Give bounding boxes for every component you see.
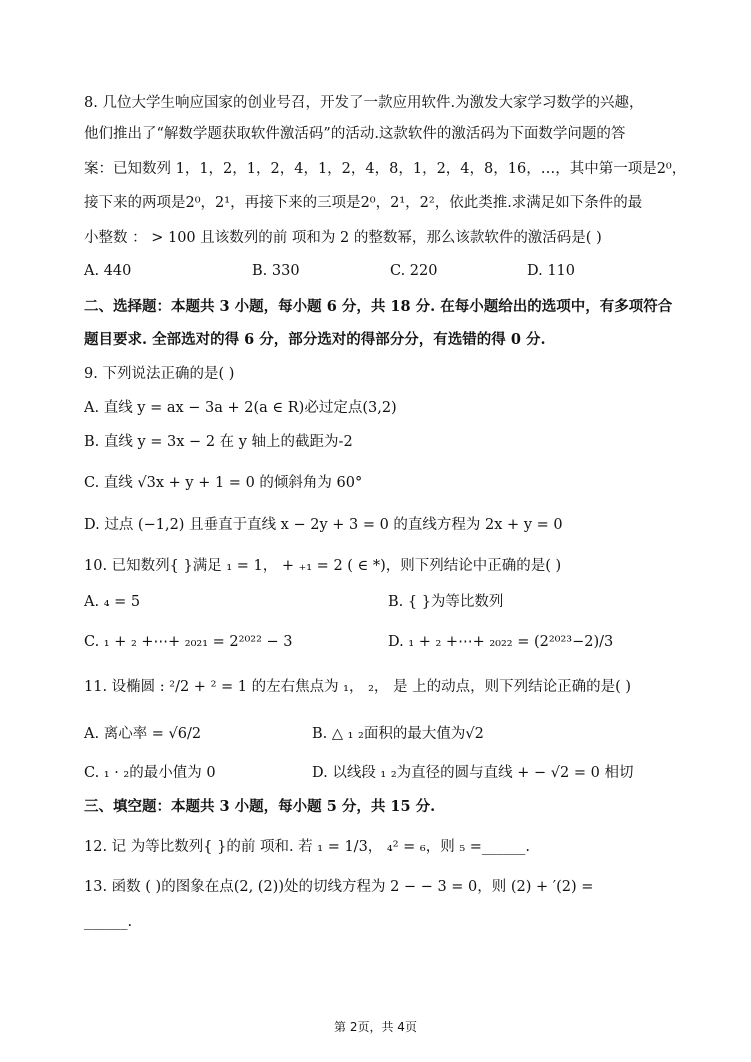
q11-option-b: B. △ ₁ ₂面积的最大值为√2 — [312, 726, 484, 742]
q10-option-d: D. ₁ + ₂ +⋯+ ₂₀₂₂ = (2²⁰²³−2)/3 — [388, 634, 614, 650]
q8-option-a: A. 440 — [84, 263, 132, 279]
page-number-footer: 第 2页，共 4页 — [334, 1020, 417, 1034]
q8-line-4: 接下来的两项是2⁰，2¹，再接下来的三项是2⁰，2¹，2²，依此类推.求满足如下条件的最 — [84, 195, 643, 211]
q10-option-b: B. { }为等比数列 — [388, 594, 504, 610]
q8-option-b: B. 330 — [252, 263, 300, 279]
q8-line-3: 案：已知数列 1，1，2，1，2，4，1，2，4，8，1，2，4，8，16，…，其中第一项是2⁰， — [84, 161, 687, 177]
q8-line-2: 他们推出了“解数学题获取软件激活码”的活动.这款软件的激活码为下面数学问题的答 — [84, 126, 626, 142]
q9-stem: 9. 下列说法正确的是( ) — [84, 366, 235, 382]
q13-line-2: ______. — [84, 914, 133, 930]
q11-option-c: C. ₁ · ₂的最小值为 0 — [84, 765, 216, 781]
q8-line-1: 8. 几位大学生响应国家的创业号召，开发了一款应用软件.为激发大家学习数学的兴趣， — [84, 95, 644, 111]
section2-heading-line-1: 二、选择题：本题共 3 小题，每小题 6 分，共 18 分. 在每小题给出的选项中，有多项符合 — [84, 298, 673, 315]
q9-option-a: A. 直线 y = ax − 3a + 2(a ∈ R)必过定点(3,2) — [84, 400, 397, 416]
q11-stem: 11. 设椭圆 : ²/2 + ² = 1 的左右焦点为 ₁， ₂， 是 上的动点，则下列结论正确的是( ) — [84, 679, 632, 695]
q8-line-5: 小整数 ： > 100 且该数列的前 项和为 2 的整数幂，那么该款软件的激活码是( ) — [84, 230, 602, 246]
q11-option-d: D. 以线段 ₁ ₂为直径的圆与直线 + − √2 = 0 相切 — [312, 765, 634, 781]
q9-option-b: B. 直线 y = 3x − 2 在 y 轴上的截距为-2 — [84, 434, 353, 450]
q10-option-c: C. ₁ + ₂ +⋯+ ₂₀₂₁ = 2²⁰²² − 3 — [84, 634, 293, 650]
q13-line-1: 13. 函数 ( )的图象在点(2, (2))处的切线方程为 2 − − 3 = 0，则 (2) + ′(2) = — [84, 879, 594, 895]
q9-option-d: D. 过点 (−1,2) 且垂直于直线 x − 2y + 3 = 0 的直线方程为 2x + y = 0 — [84, 517, 563, 533]
q8-option-c: C. 220 — [390, 263, 438, 279]
q12-stem: 12. 记 为等比数列{ }的前 项和. 若 ₁ = 1/3， ₄² = ₆，则 ₅ =______. — [84, 839, 530, 855]
q11-option-a: A. 离心率 = √6/2 — [84, 726, 202, 742]
q8-option-d: D. 110 — [527, 263, 576, 279]
q9-option-c: C. 直线 √3x + y + 1 = 0 的倾斜角为 60° — [84, 475, 363, 491]
q10-stem: 10. 已知数列{ }满足 ₁ = 1， + ₊₁ = 2 ( ∈ *)，则下列结论中正确的是( ) — [84, 558, 562, 574]
section3-heading: 三、填空题：本题共 3 小题，每小题 5 分，共 15 分. — [84, 798, 436, 815]
q10-option-a: A. ₄ = 5 — [84, 594, 141, 610]
section2-heading-line-2: 题目要求. 全部选对的得 6 分，部分选对的得部分分，有选错的得 0 分. — [84, 331, 546, 348]
